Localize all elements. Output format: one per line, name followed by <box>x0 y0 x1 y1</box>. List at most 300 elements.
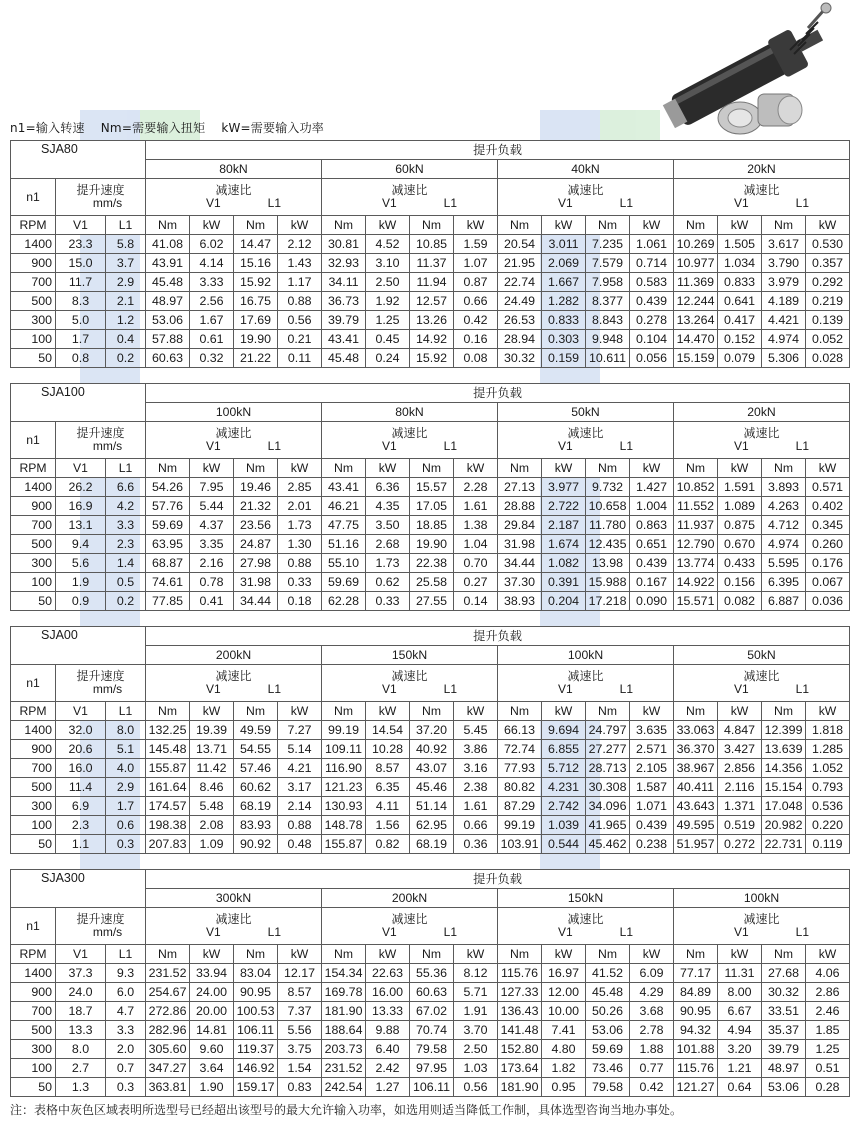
table-cell: 16.00 <box>366 983 410 1002</box>
table-cell: 0.238 <box>630 835 674 854</box>
table-cell: 4.231 <box>542 778 586 797</box>
table-cell: 1.591 <box>718 478 762 497</box>
table-cell: 87.29 <box>498 797 542 816</box>
table-cell: 83.04 <box>234 964 278 983</box>
table-cell: 1.7 <box>106 797 146 816</box>
ratio-variants <box>674 926 849 939</box>
table-cell: 5.0 <box>56 311 106 330</box>
table-cell: 33.94 <box>190 964 234 983</box>
table-cell: 67.02 <box>410 1002 454 1021</box>
table-cell: 34.096 <box>586 797 630 816</box>
table-cell: 4.37 <box>190 516 234 535</box>
table-cell: 99.19 <box>322 721 366 740</box>
table-cell: 51.14 <box>410 797 454 816</box>
load-value: 80kN <box>146 160 322 179</box>
table-cell: 5.595 <box>762 554 806 573</box>
table-cell: 17.05 <box>410 497 454 516</box>
ratio-label: 减速比 <box>567 426 604 440</box>
table-cell: 347.27 <box>146 1059 190 1078</box>
table-cell: 3.427 <box>718 740 762 759</box>
table-cell: 21.22 <box>234 349 278 368</box>
table-cell: 49.595 <box>674 816 718 835</box>
table-cell: 13.33 <box>366 1002 410 1021</box>
table-cell: 43.41 <box>322 330 366 349</box>
table-cell: 28.88 <box>498 497 542 516</box>
table-cell: 181.90 <box>498 1078 542 1097</box>
table-cell: 8.00 <box>718 983 762 1002</box>
table-cell: 4.974 <box>762 535 806 554</box>
nm-col: Nm <box>146 702 190 721</box>
table-cell: 4.189 <box>762 292 806 311</box>
ratio-label: 减速比 <box>743 426 780 440</box>
ratio-header <box>322 908 498 945</box>
table-cell: 1.61 <box>454 497 498 516</box>
table-row <box>11 330 850 349</box>
table-cell: 47.75 <box>322 516 366 535</box>
table-cell: 55.36 <box>410 964 454 983</box>
nm-col: Nm <box>146 216 190 235</box>
ratio-header <box>146 665 322 702</box>
kw-col: kW <box>542 945 586 964</box>
table-cell: 1400 <box>11 478 56 497</box>
table-cell: 152.80 <box>498 1040 542 1059</box>
table-cell: 900 <box>11 254 56 273</box>
table-cell: 0.875 <box>718 516 762 535</box>
table-cell: 53.06 <box>586 1021 630 1040</box>
table-cell: 6.35 <box>366 778 410 797</box>
table-cell: 0.70 <box>454 554 498 573</box>
table-cell: 27.68 <box>762 964 806 983</box>
table-cell: 22.63 <box>366 964 410 983</box>
table-cell: 38.93 <box>498 592 542 611</box>
table-cell: 3.3 <box>106 1021 146 1040</box>
table-cell: 198.38 <box>146 816 190 835</box>
ratio-header <box>146 908 322 945</box>
table-cell: 130.93 <box>322 797 366 816</box>
table-cell: 5.14 <box>278 740 322 759</box>
table-cell: 0.119 <box>806 835 850 854</box>
table-cell: 8.377 <box>586 292 630 311</box>
table-cell: 13.71 <box>190 740 234 759</box>
kw-col: kW <box>806 459 850 478</box>
nm-col: Nm <box>586 945 630 964</box>
table-cell: 0.45 <box>366 330 410 349</box>
table-row <box>11 1002 850 1021</box>
table-cell: 0.571 <box>806 478 850 497</box>
v1-label: V1 <box>382 925 397 939</box>
table-cell: 0.583 <box>630 273 674 292</box>
screw-jack-product-image <box>640 0 840 140</box>
kw-col: kW <box>278 945 322 964</box>
table-cell: 2.069 <box>542 254 586 273</box>
speed-unit: mm/s <box>92 925 123 939</box>
table-cell: 173.64 <box>498 1059 542 1078</box>
table-row <box>11 554 850 573</box>
table-cell: 30.32 <box>498 349 542 368</box>
table-cell: 0.8 <box>56 349 106 368</box>
nm-col: Nm <box>322 216 366 235</box>
table-cell: 11.937 <box>674 516 718 535</box>
spec-table-sja00 <box>10 626 850 854</box>
table-cell: 68.19 <box>234 797 278 816</box>
table-cell: 115.76 <box>498 964 542 983</box>
table-cell: 50 <box>11 835 56 854</box>
table-cell: 77.85 <box>146 592 190 611</box>
table-cell: 10.269 <box>674 235 718 254</box>
model-name: SJA00 <box>11 627 146 665</box>
load-header: 提升负载 <box>146 627 850 646</box>
table-cell: 2.12 <box>278 235 322 254</box>
table-cell: 12.17 <box>278 964 322 983</box>
table-cell: 24.49 <box>498 292 542 311</box>
ratio-header <box>322 422 498 459</box>
ratio-variants <box>322 197 497 210</box>
table-cell: 363.81 <box>146 1078 190 1097</box>
table-cell: 13.639 <box>762 740 806 759</box>
load-value: 100kN <box>146 403 322 422</box>
load-value: 150kN <box>322 646 498 665</box>
table-cell: 59.69 <box>322 573 366 592</box>
table-cell: 0.052 <box>806 330 850 349</box>
table-cell: 5.71 <box>454 983 498 1002</box>
table-cell: 500 <box>11 778 56 797</box>
kw-col: kW <box>454 945 498 964</box>
ratio-label: 减速比 <box>743 183 780 197</box>
table-row <box>11 1021 850 1040</box>
rpm-label: RPM <box>11 702 56 721</box>
table-cell: 16.9 <box>56 497 106 516</box>
table-cell: 500 <box>11 535 56 554</box>
table-row <box>11 759 850 778</box>
n1-label: n1 <box>11 908 56 945</box>
table-cell: 2.9 <box>106 273 146 292</box>
ratio-label: 减速比 <box>215 426 252 440</box>
ratio-variants <box>322 440 497 453</box>
table-row <box>11 573 850 592</box>
table-cell: 0.260 <box>806 535 850 554</box>
table-cell: 0.219 <box>806 292 850 311</box>
spec-table-sja80 <box>10 140 850 368</box>
table-cell: 51.957 <box>674 835 718 854</box>
table-cell: 5.44 <box>190 497 234 516</box>
table-cell: 0.33 <box>278 573 322 592</box>
speed-label-text: 提升速度 <box>76 426 125 440</box>
table-cell: 50.26 <box>586 1002 630 1021</box>
table-cell: 0.519 <box>718 816 762 835</box>
table-cell: 272.86 <box>146 1002 190 1021</box>
table-cell: 0.152 <box>718 330 762 349</box>
ratio-header <box>674 179 850 216</box>
table-cell: 37.20 <box>410 721 454 740</box>
table-cell: 5.48 <box>190 797 234 816</box>
table-cell: 300 <box>11 1040 56 1059</box>
table-cell: 40.92 <box>410 740 454 759</box>
table-cell: 28.94 <box>498 330 542 349</box>
table-cell: 48.97 <box>146 292 190 311</box>
speed-label-text: 提升速度 <box>76 669 125 683</box>
table-cell: 3.50 <box>366 516 410 535</box>
table-cell: 282.96 <box>146 1021 190 1040</box>
table-cell: 11.780 <box>586 516 630 535</box>
kw-col: kW <box>806 216 850 235</box>
nm-col: Nm <box>762 459 806 478</box>
speed-label <box>56 422 146 459</box>
table-cell: 2.68 <box>366 535 410 554</box>
ratio-header <box>146 179 322 216</box>
table-cell: 0.204 <box>542 592 586 611</box>
ratio-label: 减速比 <box>391 669 428 683</box>
kw-col: kW <box>718 216 762 235</box>
table-cell: 2.742 <box>542 797 586 816</box>
table-cell: 3.68 <box>630 1002 674 1021</box>
table-cell: 0.95 <box>542 1078 586 1097</box>
l1-label: L1 <box>619 439 634 453</box>
table-cell: 57.88 <box>146 330 190 349</box>
table-cell: 2.571 <box>630 740 674 759</box>
load-value: 100kN <box>498 646 674 665</box>
table-cell: 169.78 <box>322 983 366 1002</box>
table-cell: 1.505 <box>718 235 762 254</box>
table-cell: 53.06 <box>146 311 190 330</box>
table-cell: 57.76 <box>146 497 190 516</box>
table-cell: 116.90 <box>322 759 366 778</box>
nm-col: Nm <box>146 459 190 478</box>
table-cell: 3.790 <box>762 254 806 273</box>
table-cell: 3.977 <box>542 478 586 497</box>
v1-label: V1 <box>382 196 397 210</box>
table-cell: 305.60 <box>146 1040 190 1059</box>
l1-label: L1 <box>267 439 282 453</box>
table-cell: 15.0 <box>56 254 106 273</box>
ratio-label: 减速比 <box>391 183 428 197</box>
n1-label: n1 <box>11 665 56 702</box>
table-cell: 55.10 <box>322 554 366 573</box>
ratio-label: 减速比 <box>215 912 252 926</box>
ratio-header <box>322 665 498 702</box>
table-cell: 37.3 <box>56 964 106 983</box>
table-cell: 0.36 <box>454 835 498 854</box>
load-value: 300kN <box>146 889 322 908</box>
nm-col: Nm <box>410 702 454 721</box>
l1-col: L1 <box>106 216 146 235</box>
v1-label: V1 <box>206 925 221 939</box>
v1-col: V1 <box>56 702 106 721</box>
table-cell: 1.9 <box>56 573 106 592</box>
table-cell: 3.635 <box>630 721 674 740</box>
table-cell: 32.0 <box>56 721 106 740</box>
table-cell: 36.73 <box>322 292 366 311</box>
table-cell: 2.856 <box>718 759 762 778</box>
table-cell: 100.53 <box>234 1002 278 1021</box>
ratio-variants <box>322 926 497 939</box>
table-cell: 1.4 <box>106 554 146 573</box>
table-cell: 16.75 <box>234 292 278 311</box>
n1-label: n1 <box>11 179 56 216</box>
table-cell: 31.98 <box>498 535 542 554</box>
table-cell: 1.7 <box>56 330 106 349</box>
table-cell: 11.7 <box>56 273 106 292</box>
ratio-variants <box>674 683 849 696</box>
table-cell: 9.694 <box>542 721 586 740</box>
table-cell: 0.78 <box>190 573 234 592</box>
load-value: 200kN <box>146 646 322 665</box>
table-cell: 4.11 <box>366 797 410 816</box>
table-cell: 1.91 <box>454 1002 498 1021</box>
table-cell: 46.21 <box>322 497 366 516</box>
nm-col: Nm <box>762 945 806 964</box>
table-cell: 6.395 <box>762 573 806 592</box>
table-cell: 17.218 <box>586 592 630 611</box>
ratio-label: 减速比 <box>743 912 780 926</box>
table-cell: 1.071 <box>630 797 674 816</box>
table-cell: 1.17 <box>278 273 322 292</box>
l1-label: L1 <box>795 196 810 210</box>
table-cell: 0.651 <box>630 535 674 554</box>
load-value: 20kN <box>674 403 850 422</box>
table-cell: 0.61 <box>190 330 234 349</box>
table-cell: 8.0 <box>106 721 146 740</box>
ratio-variants <box>146 197 321 210</box>
table-cell: 15.57 <box>410 478 454 497</box>
v1-label: V1 <box>734 925 749 939</box>
table-cell: 94.32 <box>674 1021 718 1040</box>
table-cell: 700 <box>11 759 56 778</box>
table-cell: 1.082 <box>542 554 586 573</box>
table-cell: 70.74 <box>410 1021 454 1040</box>
table-cell: 0.32 <box>190 349 234 368</box>
table-cell: 2.1 <box>106 292 146 311</box>
table-cell: 121.27 <box>674 1078 718 1097</box>
table-cell: 0.439 <box>630 816 674 835</box>
table-cell: 1.67 <box>190 311 234 330</box>
l1-label: L1 <box>619 682 634 696</box>
table-cell: 50 <box>11 592 56 611</box>
table-cell: 23.56 <box>234 516 278 535</box>
table-cell: 1.004 <box>630 497 674 516</box>
l1-label: L1 <box>267 925 282 939</box>
table-cell: 27.55 <box>410 592 454 611</box>
ratio-variants <box>674 440 849 453</box>
table-row <box>11 1078 850 1097</box>
ratio-variants <box>498 683 673 696</box>
table-cell: 0.067 <box>806 573 850 592</box>
table-cell: 8.843 <box>586 311 630 330</box>
table-cell: 1.061 <box>630 235 674 254</box>
table-cell: 0.036 <box>806 592 850 611</box>
table-cell: 0.18 <box>278 592 322 611</box>
kw-col: kW <box>190 945 234 964</box>
table-row <box>11 983 850 1002</box>
table-cell: 13.774 <box>674 554 718 573</box>
table-cell: 26.2 <box>56 478 106 497</box>
table-cell: 1.818 <box>806 721 850 740</box>
table-cell: 3.011 <box>542 235 586 254</box>
ratio-variants <box>146 926 321 939</box>
table-cell: 3.10 <box>366 254 410 273</box>
table-cell: 1.04 <box>454 535 498 554</box>
table-cell: 7.37 <box>278 1002 322 1021</box>
table-cell: 500 <box>11 292 56 311</box>
table-cell: 15.571 <box>674 592 718 611</box>
table-cell: 12.00 <box>542 983 586 1002</box>
speed-label-text: 提升速度 <box>76 912 125 926</box>
ratio-header <box>146 422 322 459</box>
ratio-label: 减速比 <box>567 183 604 197</box>
table-cell: 1.43 <box>278 254 322 273</box>
speed-label <box>56 179 146 216</box>
table-cell: 3.16 <box>454 759 498 778</box>
table-cell: 0.357 <box>806 254 850 273</box>
table-cell: 2.3 <box>106 535 146 554</box>
table-cell: 0.391 <box>542 573 586 592</box>
table-cell: 43.91 <box>146 254 190 273</box>
ratio-variants <box>322 683 497 696</box>
table-cell: 41.52 <box>586 964 630 983</box>
kw-col: kW <box>542 702 586 721</box>
table-cell: 0.27 <box>454 573 498 592</box>
table-cell: 100 <box>11 816 56 835</box>
kw-col: kW <box>630 459 674 478</box>
table-cell: 1.03 <box>454 1059 498 1078</box>
table-cell: 41.965 <box>586 816 630 835</box>
table-cell: 3.64 <box>190 1059 234 1078</box>
l1-label: L1 <box>795 439 810 453</box>
table-cell: 1.27 <box>366 1078 410 1097</box>
table-cell: 0.278 <box>630 311 674 330</box>
table-cell: 4.94 <box>718 1021 762 1040</box>
table-cell: 1.85 <box>806 1021 850 1040</box>
table-cell: 3.33 <box>190 273 234 292</box>
table-cell: 0.714 <box>630 254 674 273</box>
v1-label: V1 <box>558 439 573 453</box>
table-cell: 9.60 <box>190 1040 234 1059</box>
ratio-variants <box>498 197 673 210</box>
ratio-header <box>674 422 850 459</box>
table-cell: 0.167 <box>630 573 674 592</box>
table-cell: 0.48 <box>278 835 322 854</box>
ratio-variants <box>498 440 673 453</box>
table-cell: 3.35 <box>190 535 234 554</box>
table-cell: 2.187 <box>542 516 586 535</box>
table-cell: 2.722 <box>542 497 586 516</box>
table-cell: 13.264 <box>674 311 718 330</box>
table-cell: 5.6 <box>56 554 106 573</box>
table-cell: 59.69 <box>146 516 190 535</box>
table-cell: 43.643 <box>674 797 718 816</box>
kw-col: kW <box>454 702 498 721</box>
table-cell: 33.063 <box>674 721 718 740</box>
table-cell: 28.713 <box>586 759 630 778</box>
table-cell: 0.7 <box>106 1059 146 1078</box>
table-cell: 4.2 <box>106 497 146 516</box>
ratio-variants <box>146 440 321 453</box>
table-cell: 22.38 <box>410 554 454 573</box>
table-cell: 0.641 <box>718 292 762 311</box>
table-cell: 207.83 <box>146 835 190 854</box>
l1-label: L1 <box>443 682 458 696</box>
model-name: SJA300 <box>11 870 146 908</box>
speed-unit: mm/s <box>92 682 123 696</box>
table-cell: 0.439 <box>630 554 674 573</box>
l1-col: L1 <box>106 459 146 478</box>
table-cell: 12.57 <box>410 292 454 311</box>
table-row <box>11 1040 850 1059</box>
table-cell: 0.793 <box>806 778 850 797</box>
table-cell: 161.64 <box>146 778 190 797</box>
table-cell: 27.277 <box>586 740 630 759</box>
nm-col: Nm <box>674 945 718 964</box>
table-cell: 45.462 <box>586 835 630 854</box>
